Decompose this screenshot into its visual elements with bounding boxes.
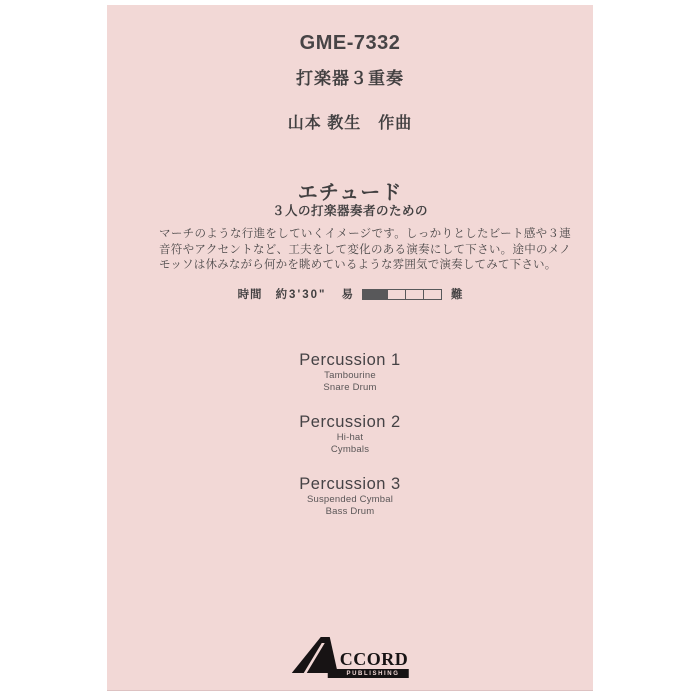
publisher-tagline: PUBLISHING: [346, 670, 400, 677]
part-section-percussion-1: [107, 351, 593, 393]
difficulty-scale-bar: [362, 289, 442, 300]
sheet-music-cover-page: [107, 5, 593, 690]
work-subtitle: ３人の打楽器奏者のための: [271, 204, 428, 218]
difficulty-easy-label: 易: [341, 289, 353, 301]
part-name: Percussion 1: [299, 351, 401, 369]
series-title: 打楽器３重奏: [296, 69, 404, 88]
part-instrument: Hi-hat: [336, 432, 364, 443]
duration-label: 時間: [237, 289, 263, 301]
duration-value: 約3'30": [275, 289, 327, 301]
duration-difficulty-row: [107, 286, 593, 302]
difficulty-segment: [388, 290, 406, 299]
publisher-logo: [292, 637, 409, 678]
part-instrument: Suspended Cymbal: [306, 494, 394, 505]
difficulty-segment: [363, 290, 388, 299]
publisher-wordmark-block: [328, 651, 409, 678]
part-instrument: Bass Drum: [325, 505, 375, 517]
accord-logo-a-icon: [292, 637, 338, 678]
difficulty-hard-label: 難: [450, 289, 463, 301]
work-title: エチュード: [297, 182, 403, 204]
publisher-wordmark: CCORD: [339, 649, 409, 669]
difficulty-segment: [424, 290, 441, 299]
part-name: Percussion 2: [299, 413, 401, 431]
part-instrument: Tambourine: [324, 370, 376, 381]
work-description: マーチのような行進をしていくイメージです。しっかりとしたビート感や３連音符やアクセントなど、工夫をして変化のある演奏にして下さい。途中のメノモッソは休みながら何かを眺めているような雰囲気で演奏してみて下さい。: [159, 228, 571, 271]
catalog-number: GME-7332: [299, 32, 401, 54]
composer-credit: 山本 教生 作曲: [287, 115, 413, 132]
part-section-percussion-3: [107, 475, 593, 517]
difficulty-segment: [406, 290, 424, 299]
part-instrument: Cymbals: [330, 443, 370, 455]
part-name: Percussion 3: [299, 475, 401, 493]
part-section-percussion-2: [107, 413, 593, 455]
part-instrument: Snare Drum: [323, 381, 377, 393]
publisher-tagline-bar: [328, 669, 409, 678]
